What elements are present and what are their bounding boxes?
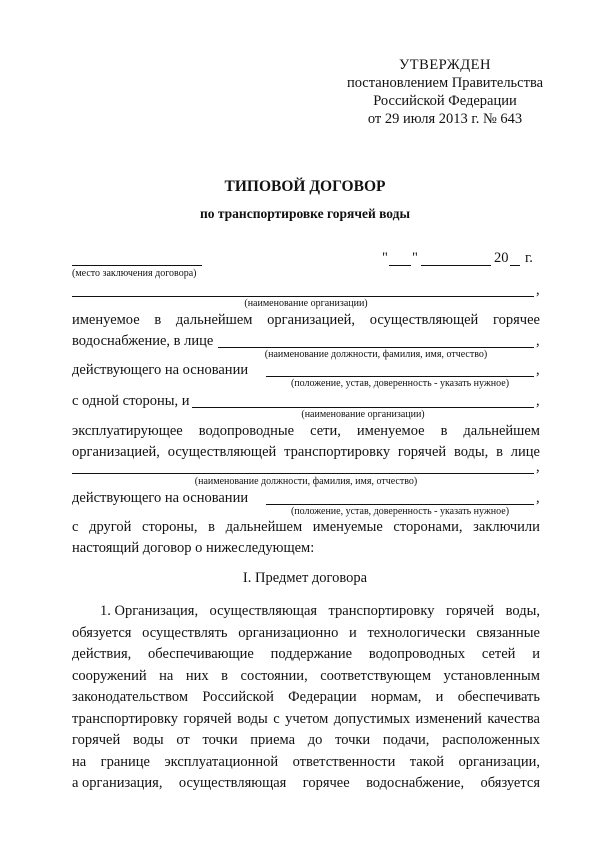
date-open-quote: " bbox=[382, 250, 388, 266]
word: дальнейшем bbox=[175, 312, 253, 328]
word: такой bbox=[409, 753, 445, 770]
comma: , bbox=[536, 362, 540, 378]
word: и bbox=[532, 646, 540, 662]
word: действия, bbox=[72, 646, 132, 662]
approval-line: Российской Федерации bbox=[373, 93, 517, 109]
org-caption: (наименование организации) bbox=[244, 298, 368, 309]
body-line bbox=[72, 423, 540, 440]
body-line: действующего на основании bbox=[72, 362, 249, 378]
clause-1-paragraph bbox=[72, 601, 540, 795]
word: организационно bbox=[238, 624, 339, 641]
word: нормам, bbox=[370, 689, 422, 705]
approval-block bbox=[330, 56, 560, 128]
word: с bbox=[72, 519, 79, 535]
word: организацией, bbox=[72, 444, 160, 460]
word: установленным bbox=[443, 667, 540, 684]
date-close-quote: " bbox=[412, 250, 418, 266]
word: обеспечивающие bbox=[148, 646, 254, 662]
representative-field-line bbox=[218, 347, 534, 348]
word: осуществлять bbox=[142, 624, 228, 641]
body-line: настоящий договор о нижеследующем: bbox=[72, 540, 315, 556]
word: именуемое bbox=[72, 312, 140, 328]
word: на bbox=[159, 667, 174, 684]
word: воды bbox=[132, 732, 164, 748]
document-title: ТИПОВОЙ ДОГОВОР bbox=[224, 178, 386, 195]
word: в bbox=[208, 519, 215, 535]
word: горячей bbox=[72, 732, 121, 748]
word: горячей bbox=[397, 444, 447, 460]
word: стороны, bbox=[142, 519, 198, 535]
word: осуществляющей bbox=[167, 444, 277, 460]
paragraph-line bbox=[72, 644, 540, 666]
word: и bbox=[435, 689, 444, 705]
paragraph-line bbox=[72, 730, 540, 752]
word: заключили bbox=[473, 519, 540, 535]
word: технологически bbox=[367, 624, 466, 641]
word: связанные bbox=[476, 624, 540, 641]
word: другой bbox=[89, 519, 132, 535]
paragraph-line bbox=[72, 601, 540, 623]
word: горячее bbox=[302, 775, 350, 791]
body-line: действующего на основании bbox=[72, 490, 249, 506]
comma: , bbox=[536, 333, 540, 349]
document-subtitle: по транспортировке горячей воды bbox=[199, 206, 411, 221]
day-field-line bbox=[389, 265, 411, 266]
org-field-line bbox=[192, 407, 534, 408]
word: Федерации bbox=[288, 689, 357, 705]
word: в bbox=[221, 667, 228, 684]
word: в bbox=[154, 312, 162, 328]
word: именуемое bbox=[356, 423, 425, 439]
word: допустимых bbox=[333, 710, 411, 727]
word: дальнейшем bbox=[225, 519, 303, 535]
comma: , bbox=[536, 282, 540, 298]
word: сторонами, bbox=[393, 519, 463, 535]
year-suffix: г. bbox=[525, 250, 533, 266]
word: подачи, bbox=[382, 732, 430, 748]
word: ответственности bbox=[292, 753, 396, 770]
word: организации, bbox=[458, 753, 540, 770]
month-field-line bbox=[421, 265, 491, 266]
field-caption: (наименование организации) bbox=[301, 409, 425, 420]
word: воды, bbox=[453, 444, 489, 460]
word: учетом bbox=[285, 710, 329, 727]
approval-date: от 29 июля 2013 г. № 643 bbox=[367, 111, 523, 127]
word: состоянии, bbox=[240, 667, 308, 684]
field-caption: (положение, устав, доверенность - указать нужное) bbox=[290, 378, 510, 389]
paragraph-line bbox=[72, 623, 540, 645]
place-caption: (место заключения договора) bbox=[72, 268, 197, 279]
word: сетей bbox=[481, 646, 516, 662]
word: водоснабжение, bbox=[366, 775, 465, 791]
word: точки bbox=[335, 732, 371, 748]
field-caption: (положение, устав, доверенность - указать нужное) bbox=[290, 506, 510, 517]
word: расположенных bbox=[442, 732, 540, 748]
word: качества bbox=[487, 710, 540, 727]
word: приема bbox=[250, 732, 296, 748]
body-line bbox=[72, 444, 540, 461]
word: обязуется bbox=[480, 775, 540, 791]
word: и bbox=[349, 624, 357, 641]
word: на bbox=[72, 753, 87, 770]
word: эксплуатационной bbox=[164, 753, 279, 770]
word: до bbox=[307, 732, 323, 748]
comma: , bbox=[536, 490, 540, 506]
word: лице bbox=[510, 444, 540, 460]
org-field-line bbox=[72, 296, 534, 297]
word: организацией, bbox=[267, 312, 356, 328]
basis-field-line bbox=[266, 504, 534, 505]
word: обеспечивать bbox=[457, 689, 540, 705]
word: них bbox=[185, 667, 209, 684]
comma: , bbox=[536, 393, 540, 409]
word: транспортировку bbox=[284, 444, 391, 460]
place-field-line bbox=[72, 265, 202, 266]
word: обязуется bbox=[72, 624, 132, 641]
word: горячей bbox=[445, 603, 495, 619]
field-caption: (наименование должности, фамилия, имя, отчество) bbox=[264, 349, 488, 360]
word: в bbox=[496, 444, 503, 460]
word: осуществляющая bbox=[209, 603, 318, 619]
year-field-line bbox=[510, 265, 520, 266]
word: сети, bbox=[310, 423, 341, 439]
approval-line: постановлением Правительства bbox=[346, 75, 544, 91]
word: соответствующем bbox=[320, 667, 431, 684]
paragraph-line bbox=[72, 752, 540, 774]
word: сооружений bbox=[72, 667, 147, 684]
word: изменений bbox=[415, 710, 482, 727]
body-line: водоснабжение, в лице bbox=[72, 333, 214, 349]
word: а организация, bbox=[72, 775, 163, 791]
representative-field-line bbox=[72, 473, 534, 474]
word: горячее bbox=[493, 312, 540, 328]
comma: , bbox=[536, 459, 540, 475]
paragraph-line bbox=[72, 666, 540, 688]
basis-field-line bbox=[266, 376, 534, 377]
word: Российской bbox=[202, 689, 274, 705]
body-line: с одной стороны, и bbox=[72, 393, 190, 409]
approval-heading: УТВЕРЖДЕН bbox=[399, 57, 491, 73]
paragraph-line bbox=[72, 709, 540, 731]
word: дальнейшем bbox=[463, 423, 540, 439]
word: именуемые bbox=[312, 519, 383, 535]
word: границе bbox=[100, 753, 150, 770]
word: эксплуатирующее bbox=[72, 423, 183, 439]
word: транспортировку bbox=[328, 603, 435, 619]
word: воды bbox=[237, 710, 268, 727]
body-line bbox=[72, 519, 540, 536]
word: в bbox=[440, 423, 448, 439]
word: точки bbox=[202, 732, 238, 748]
word: от bbox=[176, 732, 190, 748]
word: поддержание bbox=[270, 646, 353, 662]
paragraph-line bbox=[72, 773, 540, 795]
section-heading: I. Предмет договора bbox=[242, 570, 368, 586]
field-caption: (наименование должности, фамилия, имя, отчество) bbox=[194, 476, 418, 487]
word: 1. Организация, bbox=[100, 603, 199, 619]
word: водопроводных bbox=[368, 646, 466, 662]
word: горячей bbox=[183, 710, 232, 727]
word: осуществляющей bbox=[369, 312, 479, 328]
year-prefix: 20 bbox=[494, 250, 509, 266]
body-line bbox=[72, 312, 540, 329]
word: водопроводные bbox=[198, 423, 295, 439]
word: воды, bbox=[505, 603, 540, 619]
word: законодательством bbox=[72, 689, 189, 705]
word: транспортировку bbox=[72, 710, 178, 727]
word: с bbox=[273, 710, 280, 727]
paragraph-line bbox=[72, 687, 540, 709]
word: осуществляющая bbox=[178, 775, 287, 791]
